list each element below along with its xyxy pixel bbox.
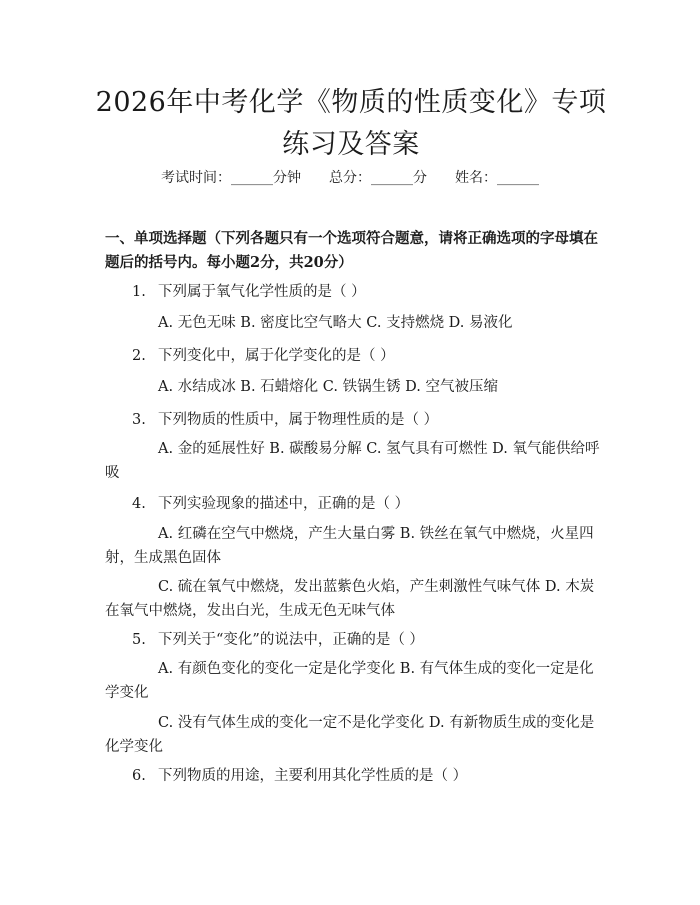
question-1 (132, 282, 602, 302)
question-number: 1. (132, 284, 146, 300)
question-4 (132, 494, 602, 514)
exam-info-line (0, 168, 700, 188)
question-number: 4. (132, 496, 146, 512)
exam-time-label: 考试时间：______分钟 (161, 170, 301, 186)
question-2-options: A. 水结成冰 B. 石蜡熔化 C. 铁锅生锈 D. 空气被压缩 (158, 379, 499, 395)
question-number: 6. (132, 768, 146, 784)
question-2 (132, 346, 602, 366)
question-stem: 下列属于氧气化学性质的是（ ） (158, 284, 366, 300)
question-5 (132, 630, 602, 650)
document-title: 2026年中考化学《物质的性质变化》专项练习及答案 (95, 87, 607, 160)
question-number: 2. (132, 348, 146, 364)
question-5-option-cd: C. 没有气体生成的变化一定不是化学变化 D. 有新物质生成的变化是化学变化 (105, 715, 595, 755)
question-3 (132, 410, 602, 430)
question-stem: 下列变化中，属于化学变化的是（ ） (158, 348, 395, 364)
total-score-label: 总分：______分 (329, 170, 427, 186)
question-4-option-ab: A. 红磷在空气中燃烧，产生大量白雾 B. 铁丝在氧气中燃烧，火星四射，生成黑色固体 (105, 526, 594, 566)
name-label: 姓名：______ (455, 170, 539, 186)
question-4-option-cd: C. 硫在氧气中燃烧，发出蓝紫色火焰，产生刺激性气味气体 D. 木炭在氧气中燃烧，发出白光，生成无色无味气体 (105, 579, 595, 619)
question-6 (132, 766, 602, 786)
question-3-options: A. 金的延展性好 B. 碳酸易分解 C. 氢气具有可燃性 D. 氧气能供给呼吸 (105, 441, 600, 481)
section-heading: 一、单项选择题（下列各题只有一个选项符合题意，请将正确选项的字母填在题后的括号内。每小题2分，共20分） (105, 230, 598, 271)
question-stem: 下列关于“变化”的说法中，正确的是（ ） (158, 632, 424, 648)
question-number: 3. (132, 412, 146, 428)
question-5-option-ab: A. 有颜色变化的变化一定是化学变化 B. 有气体生成的变化一定是化学变化 (105, 661, 594, 701)
question-stem: 下列物质的性质中，属于物理性质的是（ ） (158, 412, 439, 428)
question-stem: 下列物质的用途，主要利用其化学性质的是（ ） (158, 768, 468, 784)
question-number: 5. (132, 632, 146, 648)
question-stem: 下列实验现象的描述中，正确的是（ ） (158, 496, 410, 512)
question-1-options: A. 无色无味 B. 密度比空气略大 C. 支持燃烧 D. 易液化 (158, 315, 513, 331)
